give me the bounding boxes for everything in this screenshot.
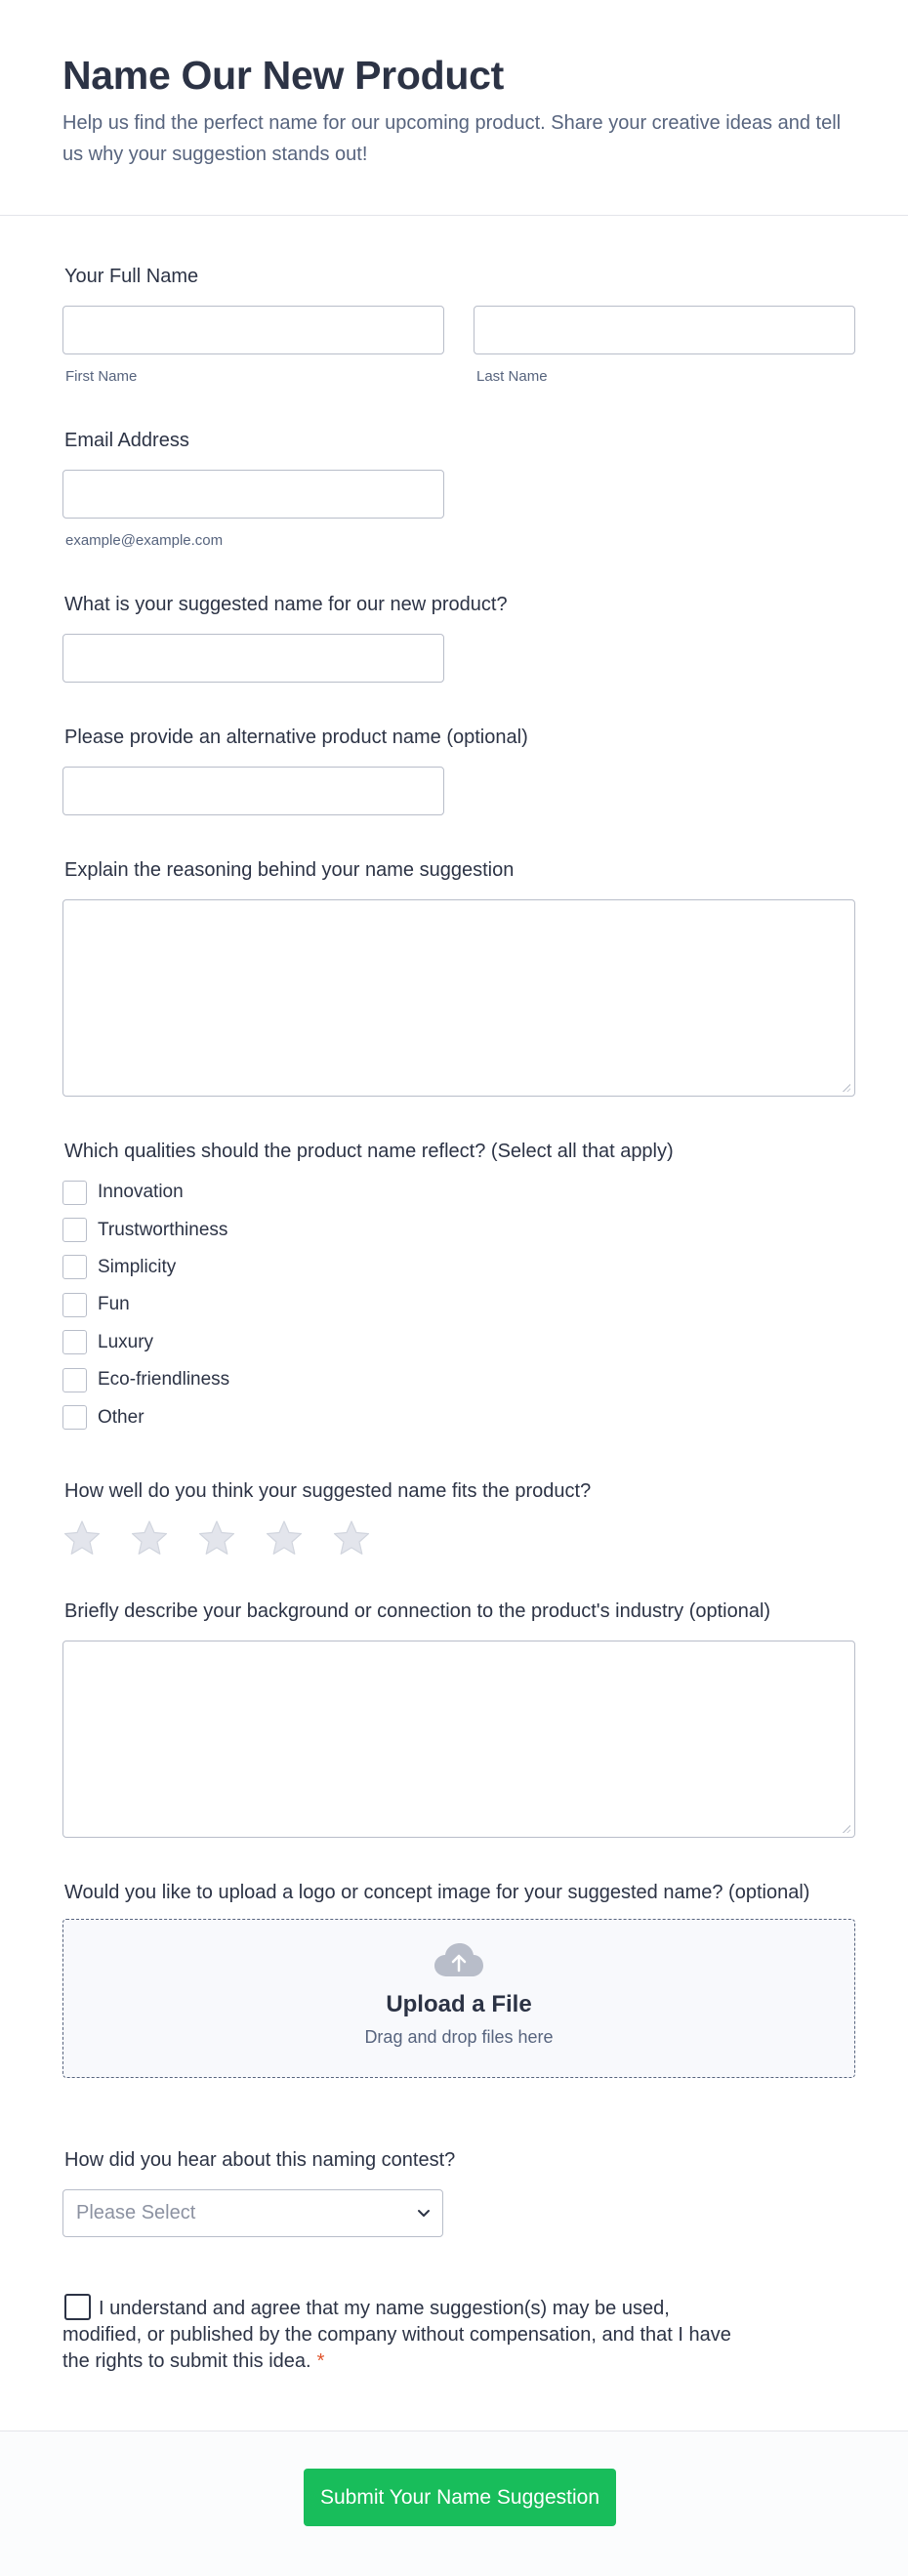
reasoning-field — [62, 857, 855, 1097]
upload-field — [62, 1880, 855, 2078]
reasoning-textarea[interactable] — [62, 899, 855, 1097]
alternative-name-label: Please provide an alternative product name (optional) — [64, 727, 528, 748]
quality-option[interactable] — [62, 1174, 855, 1211]
select-placeholder: Please Select — [76, 2202, 196, 2223]
quality-option[interactable] — [62, 1286, 855, 1323]
email-field — [62, 428, 444, 549]
suggested-name-field — [62, 592, 855, 683]
checkbox[interactable] — [62, 1218, 87, 1242]
rating-field — [62, 1478, 855, 1558]
quality-option[interactable] — [62, 1361, 855, 1398]
suggested-name-input[interactable] — [62, 634, 444, 683]
checkbox[interactable] — [62, 1368, 87, 1392]
quality-option[interactable] — [62, 1324, 855, 1361]
checkbox-label: Eco-friendliness — [98, 1369, 230, 1391]
star-icon[interactable] — [265, 1518, 304, 1558]
email-sublabel: example@example.com — [65, 532, 224, 549]
qualities-checkbox-list — [62, 1174, 855, 1436]
form-header — [0, 0, 908, 216]
submit-button[interactable]: Submit Your Name Suggestion — [304, 2469, 616, 2526]
consent-text: I understand and agree that my name suggestion(s) may be used, modified, or published by the company without compensation, and that I have the rights to submit this idea. — [62, 2298, 731, 2372]
upload-title: Upload a File — [386, 1991, 532, 2017]
page-subtitle: Help us find the perfect name for our upcoming product. Share your creative ideas and tell us why your suggestion stands out! — [62, 112, 842, 165]
email-input[interactable] — [62, 470, 444, 519]
email-label: Email Address — [64, 430, 189, 451]
star-rating — [62, 1518, 855, 1558]
qualities-field — [62, 1139, 855, 1436]
star-icon[interactable] — [332, 1518, 371, 1558]
full-name-field — [62, 264, 855, 385]
file-upload-dropzone[interactable] — [62, 1919, 855, 2078]
checkbox[interactable] — [62, 1255, 87, 1279]
star-icon[interactable] — [130, 1518, 169, 1558]
quality-option[interactable] — [62, 1211, 855, 1248]
resize-handle-icon[interactable] — [842, 1824, 850, 1833]
star-icon[interactable] — [197, 1518, 236, 1558]
reasoning-label: Explain the reasoning behind your name suggestion — [64, 859, 515, 881]
referral-field — [62, 2147, 855, 2237]
checkbox-label: Innovation — [98, 1182, 184, 1203]
upload-label: Would you like to upload a logo or concept image for your suggested name? (optional) — [64, 1882, 810, 1903]
quality-option[interactable] — [62, 1398, 855, 1435]
background-textarea[interactable] — [62, 1641, 855, 1838]
chevron-down-icon — [417, 2209, 431, 2218]
checkbox-label: Simplicity — [98, 1256, 177, 1277]
form-footer — [0, 2431, 908, 2576]
consent-checkbox[interactable] — [64, 2294, 91, 2320]
checkbox-label: Fun — [98, 1294, 130, 1315]
full-name-label: Your Full Name — [64, 266, 199, 287]
last-name-input[interactable] — [474, 306, 855, 354]
checkbox-label: Trustworthiness — [98, 1219, 228, 1240]
qualities-label: Which qualities should the product name reflect? (Select all that apply) — [64, 1141, 674, 1162]
consent-checkbox-row[interactable] — [62, 2294, 746, 2375]
checkbox[interactable] — [62, 1405, 87, 1430]
last-name-sublabel: Last Name — [476, 368, 548, 385]
referral-label: How did you hear about this naming contest? — [64, 2149, 456, 2171]
first-name-sublabel: First Name — [65, 368, 138, 385]
checkbox[interactable] — [62, 1330, 87, 1354]
star-icon[interactable] — [62, 1518, 102, 1558]
checkbox[interactable] — [62, 1181, 87, 1205]
quality-option[interactable] — [62, 1249, 855, 1286]
consent-field — [62, 2294, 746, 2375]
cloud-upload-icon — [433, 1941, 484, 1978]
page-title: Name Our New Product — [62, 53, 504, 98]
referral-select[interactable] — [62, 2189, 443, 2237]
resize-handle-icon[interactable] — [842, 1083, 850, 1092]
checkbox[interactable] — [62, 1293, 87, 1317]
suggested-name-label: What is your suggested name for our new product? — [64, 594, 508, 615]
checkbox-label: Other — [98, 1406, 144, 1428]
required-mark: * — [316, 2350, 325, 2372]
upload-subtitle: Drag and drop files here — [364, 2027, 554, 2047]
first-name-input[interactable] — [62, 306, 444, 354]
alternative-name-input[interactable] — [62, 767, 444, 815]
checkbox-label: Luxury — [98, 1331, 154, 1352]
alternative-name-field — [62, 725, 855, 815]
rating-label: How well do you think your suggested name fits the product? — [64, 1480, 592, 1502]
background-field — [62, 1599, 855, 1838]
background-label: Briefly describe your background or connection to the product's industry (optional) — [64, 1600, 771, 1622]
